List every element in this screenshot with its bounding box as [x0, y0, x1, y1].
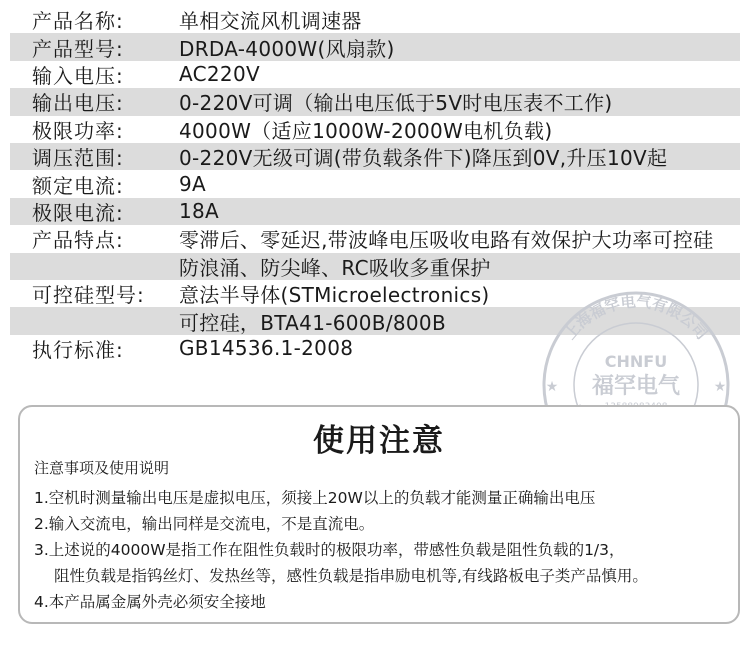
spec-label: 极限功率: — [32, 118, 124, 143]
spec-value: GB14536.1-2008 — [179, 336, 354, 361]
spec-value: 意法半导体(STMicroelectronics) — [179, 283, 490, 308]
spec-label: 产品名称: — [32, 9, 124, 34]
spec-value: 单相交流风机调速器 — [179, 9, 362, 34]
note-item: 2.输入交流电，输出同样是交流电，不是直流电。 — [34, 515, 375, 533]
spec-row-model — [10, 33, 740, 60]
svg-text:上海福罕电气有限公司 — [561, 293, 711, 343]
spec-row-rated-current — [10, 170, 740, 197]
note-item: 4.本产品属金属外壳必须安全接地 — [34, 593, 266, 611]
spec-label: 输出电压: — [32, 91, 124, 116]
spec-label: 产品特点: — [32, 228, 124, 253]
note-item: 阻性负载是指钨丝灯、发热丝等，感性负载是指串励电机等,有线路板电子类产品慎用。 — [54, 567, 648, 585]
spec-row-max-current — [10, 198, 740, 225]
spec-label: 可控硅型号: — [32, 283, 145, 308]
spec-value: 可控硅，BTA41-600B/800B — [179, 310, 446, 335]
notes-title: 使用注意 — [313, 423, 445, 459]
spec-label: 产品型号: — [32, 36, 124, 61]
spec-value: DRDA-4000W(风扇款) — [179, 36, 395, 61]
spec-row-product-name — [10, 6, 740, 33]
spec-value: 9A — [179, 172, 207, 197]
seal-star-icon: ★ — [713, 379, 727, 395]
notes-subtitle: 注意事项及使用说明 — [34, 459, 170, 477]
spec-value: 18A — [179, 199, 220, 224]
usage-notes-box — [18, 405, 740, 624]
notes-list — [34, 485, 730, 615]
seal-star-icon: ★ — [545, 379, 559, 395]
spec-value: 防浪涌、防尖峰、RC吸收多重保护 — [179, 255, 491, 280]
spec-row-voltage-range — [10, 143, 740, 170]
spec-value: AC220V — [179, 62, 260, 87]
spec-label: 额定电流: — [32, 173, 124, 198]
spec-row-input-voltage — [10, 61, 740, 88]
spec-value: 0-220V可调（输出电压低于5V时电压表不工作) — [179, 91, 613, 116]
spec-value: 0-220V无级可调(带负载条件下)降压到0V,升压10V起 — [179, 146, 668, 171]
spec-row-output-voltage — [10, 88, 740, 115]
seal-brand-en: CHNFU — [604, 352, 668, 371]
spec-label: 输入电压: — [32, 63, 124, 88]
spec-row-max-power — [10, 116, 740, 143]
seal-brand-cn: 福罕电气 — [591, 374, 681, 399]
spec-value: 零滞后、零延迟,带波峰电压吸收电路有效保护大功率可控硅 — [179, 228, 714, 253]
spec-row-features-cont — [10, 253, 740, 280]
note-item: 1.空机时测量输出电压是虚拟电压，须接上20W以上的负载才能测量正确输出电压 — [34, 489, 596, 507]
spec-label: 执行标准: — [32, 337, 124, 362]
spec-value: 4000W（适应1000W-2000W电机负载) — [179, 118, 553, 143]
spec-label: 调压范围: — [32, 146, 124, 171]
spec-label: 极限电流: — [32, 200, 124, 225]
spec-row-features — [10, 225, 740, 252]
seal-company-name: 上海福罕电气有限公司 — [560, 292, 712, 343]
note-item: 3.上述说的4000W是指工作在阻性负载时的极限功率，带感性负载是阻性负载的1/3， — [34, 541, 625, 559]
